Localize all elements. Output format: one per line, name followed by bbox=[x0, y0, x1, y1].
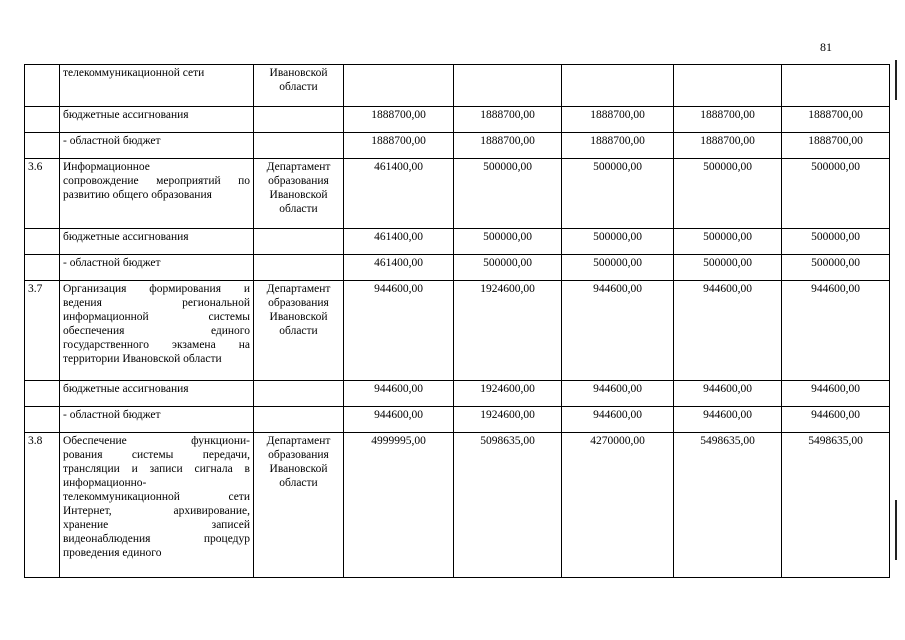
amount-cell: 944600,00 bbox=[562, 407, 674, 433]
item-name-line: бюджетные ассигнования bbox=[63, 109, 189, 121]
item-name-line: обеспечения единого bbox=[63, 325, 250, 337]
table-row bbox=[25, 281, 890, 381]
amount-cell: 944600,00 bbox=[782, 381, 890, 407]
responsible-org-line: Ивановской bbox=[269, 67, 328, 79]
amount-cell: 944600,00 bbox=[344, 407, 454, 433]
amount-cell: 1888700,00 bbox=[562, 133, 674, 159]
item-name-line: Организация формирования и bbox=[63, 283, 250, 295]
amount-cell bbox=[674, 65, 782, 107]
responsible-org-line: области bbox=[279, 81, 318, 93]
amount-cell bbox=[782, 65, 890, 107]
row-number: 3.7 bbox=[25, 281, 60, 381]
item-name-line: развитию общего образования bbox=[63, 189, 212, 201]
amount-cell: 1924600,00 bbox=[454, 381, 562, 407]
table-row bbox=[25, 107, 890, 133]
amount-cell: 1888700,00 bbox=[344, 133, 454, 159]
amount-cell: 944600,00 bbox=[674, 281, 782, 381]
responsible-org-line: образования bbox=[268, 175, 329, 187]
scan-edge-mark bbox=[895, 500, 897, 560]
table-row bbox=[25, 381, 890, 407]
item-name-line: Обеспечение функциони- bbox=[63, 435, 250, 447]
amount-cell: 944600,00 bbox=[782, 281, 890, 381]
responsible-org-line: Ивановской bbox=[269, 189, 328, 201]
amount-cell: 500000,00 bbox=[782, 229, 890, 255]
item-name-line: телекоммуникационной сети bbox=[63, 67, 205, 79]
budget-table bbox=[24, 64, 890, 578]
item-name-line: - областной бюджет bbox=[63, 135, 161, 147]
item-name bbox=[60, 107, 254, 133]
item-name bbox=[60, 433, 254, 578]
amount-cell: 500000,00 bbox=[562, 255, 674, 281]
responsible-org-line: области bbox=[279, 325, 318, 337]
amount-cell bbox=[454, 65, 562, 107]
page-number: 81 bbox=[820, 40, 832, 54]
responsible-org-line: Ивановской bbox=[269, 463, 328, 475]
responsible-org bbox=[254, 65, 344, 107]
item-name-line: трансляции и записи сигнала в bbox=[63, 463, 250, 475]
amount-cell: 500000,00 bbox=[454, 255, 562, 281]
amount-cell: 5098635,00 bbox=[454, 433, 562, 578]
table-row bbox=[25, 133, 890, 159]
amount-cell: 5498635,00 bbox=[782, 433, 890, 578]
item-name-line: проведения единого bbox=[63, 547, 162, 559]
item-name-line: - областной бюджет bbox=[63, 257, 161, 269]
amount-cell: 500000,00 bbox=[454, 159, 562, 229]
item-name-line: Интернет, архивирование, bbox=[63, 505, 250, 517]
item-name bbox=[60, 133, 254, 159]
item-name bbox=[60, 255, 254, 281]
responsible-org bbox=[254, 133, 344, 159]
responsible-org-line: образования bbox=[268, 449, 329, 461]
amount-cell: 1888700,00 bbox=[454, 107, 562, 133]
row-number bbox=[25, 133, 60, 159]
amount-cell: 500000,00 bbox=[782, 255, 890, 281]
responsible-org-line: области bbox=[279, 477, 318, 489]
item-name-line: государственного экзамена на bbox=[63, 339, 250, 351]
responsible-org bbox=[254, 381, 344, 407]
amount-cell: 461400,00 bbox=[344, 159, 454, 229]
item-name-line: рования системы передачи, bbox=[63, 449, 250, 461]
row-number bbox=[25, 381, 60, 407]
amount-cell: 944600,00 bbox=[344, 281, 454, 381]
responsible-org bbox=[254, 229, 344, 255]
responsible-org bbox=[254, 407, 344, 433]
responsible-org-line: Департамент bbox=[266, 283, 331, 295]
amount-cell: 500000,00 bbox=[454, 229, 562, 255]
item-name-line: информационно- bbox=[63, 477, 147, 489]
responsible-org bbox=[254, 255, 344, 281]
item-name-line: бюджетные ассигнования bbox=[63, 231, 189, 243]
responsible-org bbox=[254, 107, 344, 133]
table-row bbox=[25, 65, 890, 107]
amount-cell: 1924600,00 bbox=[454, 281, 562, 381]
scan-edge-mark bbox=[895, 60, 897, 100]
item-name bbox=[60, 229, 254, 255]
amount-cell: 1888700,00 bbox=[344, 107, 454, 133]
item-name-line: Информационное bbox=[63, 161, 150, 173]
row-number bbox=[25, 407, 60, 433]
item-name bbox=[60, 65, 254, 107]
amount-cell: 4270000,00 bbox=[562, 433, 674, 578]
item-name-line: ведения региональной bbox=[63, 297, 250, 309]
responsible-org bbox=[254, 433, 344, 578]
row-number bbox=[25, 65, 60, 107]
responsible-org-line: Департамент bbox=[266, 161, 331, 173]
item-name bbox=[60, 159, 254, 229]
item-name-line: телекоммуникационной сети bbox=[63, 491, 250, 503]
item-name-line: - областной бюджет bbox=[63, 409, 161, 421]
amount-cell: 461400,00 bbox=[344, 229, 454, 255]
item-name bbox=[60, 381, 254, 407]
amount-cell: 500000,00 bbox=[674, 229, 782, 255]
row-number bbox=[25, 229, 60, 255]
amount-cell: 944600,00 bbox=[562, 381, 674, 407]
amount-cell: 1888700,00 bbox=[674, 133, 782, 159]
amount-cell bbox=[344, 65, 454, 107]
amount-cell: 500000,00 bbox=[562, 229, 674, 255]
responsible-org-line: области bbox=[279, 203, 318, 215]
amount-cell: 1888700,00 bbox=[562, 107, 674, 133]
row-number bbox=[25, 107, 60, 133]
item-name-line: территории Ивановской области bbox=[63, 353, 222, 365]
item-name-line: сопровождение мероприятий по bbox=[63, 175, 250, 187]
amount-cell: 1888700,00 bbox=[782, 107, 890, 133]
amount-cell: 1888700,00 bbox=[674, 107, 782, 133]
amount-cell bbox=[562, 65, 674, 107]
amount-cell: 500000,00 bbox=[674, 159, 782, 229]
amount-cell: 461400,00 bbox=[344, 255, 454, 281]
amount-cell: 944600,00 bbox=[562, 281, 674, 381]
item-name bbox=[60, 281, 254, 381]
amount-cell: 1924600,00 bbox=[454, 407, 562, 433]
responsible-org bbox=[254, 159, 344, 229]
amount-cell: 944600,00 bbox=[674, 381, 782, 407]
item-name-line: информационной системы bbox=[63, 311, 250, 323]
table-row bbox=[25, 229, 890, 255]
table-row bbox=[25, 255, 890, 281]
amount-cell: 500000,00 bbox=[562, 159, 674, 229]
item-name-line: видеонаблюдения процедур bbox=[63, 533, 250, 545]
table-row bbox=[25, 433, 890, 578]
table-row bbox=[25, 159, 890, 229]
table-row bbox=[25, 407, 890, 433]
amount-cell: 1888700,00 bbox=[454, 133, 562, 159]
amount-cell: 944600,00 bbox=[674, 407, 782, 433]
item-name bbox=[60, 407, 254, 433]
responsible-org-line: Департамент bbox=[266, 435, 331, 447]
row-number: 3.6 bbox=[25, 159, 60, 229]
responsible-org-line: Ивановской bbox=[269, 311, 328, 323]
amount-cell: 944600,00 bbox=[782, 407, 890, 433]
item-name-line: бюджетные ассигнования bbox=[63, 383, 189, 395]
responsible-org-line: образования bbox=[268, 297, 329, 309]
row-number: 3.8 bbox=[25, 433, 60, 578]
responsible-org bbox=[254, 281, 344, 381]
amount-cell: 944600,00 bbox=[344, 381, 454, 407]
amount-cell: 4999995,00 bbox=[344, 433, 454, 578]
amount-cell: 500000,00 bbox=[782, 159, 890, 229]
amount-cell: 1888700,00 bbox=[782, 133, 890, 159]
row-number bbox=[25, 255, 60, 281]
amount-cell: 5498635,00 bbox=[674, 433, 782, 578]
amount-cell: 500000,00 bbox=[674, 255, 782, 281]
item-name-line: хранение записей bbox=[63, 519, 250, 531]
